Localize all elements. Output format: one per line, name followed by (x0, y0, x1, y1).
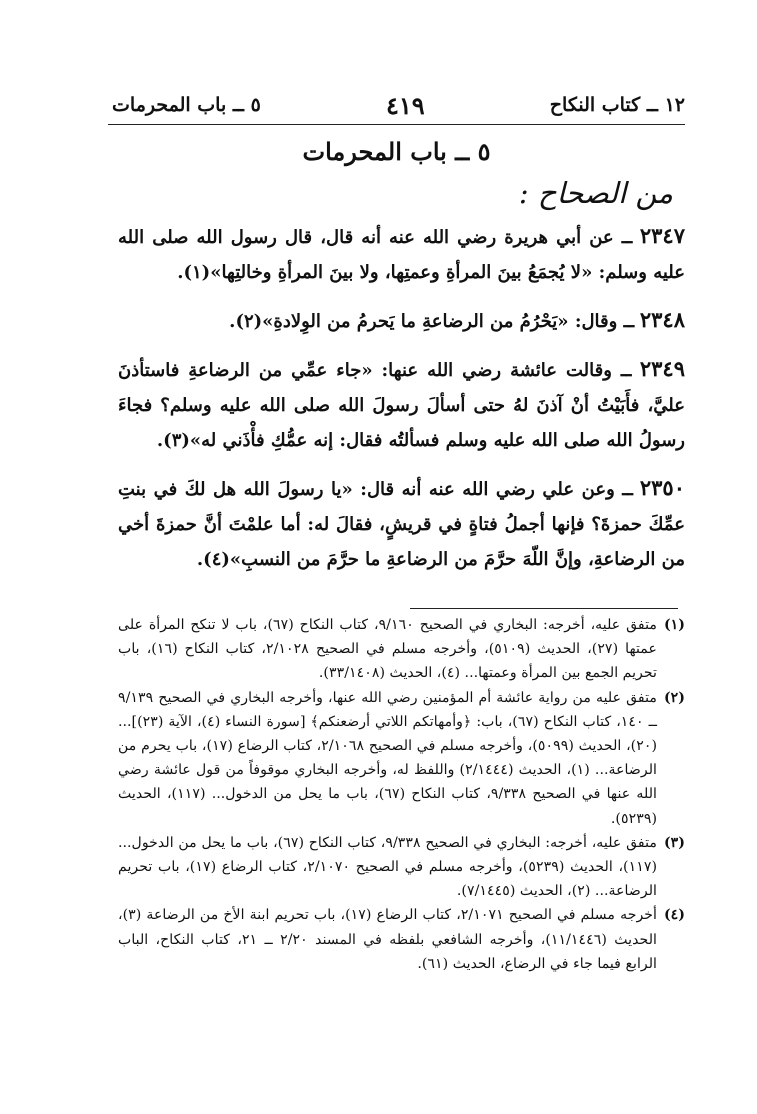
header-section: ٥ ــ باب المحرمات (112, 94, 261, 116)
hadith-body (118, 218, 685, 589)
footnote (118, 686, 685, 831)
hadith-number: ٢٣٤٨ (639, 307, 685, 332)
footnote-number: (٤) (663, 907, 685, 924)
page-number: ٤١٩ (385, 90, 425, 120)
running-header (112, 88, 685, 122)
footnote-number: (٣) (663, 834, 685, 851)
footnote (118, 903, 685, 976)
section-title: ٥ ــ باب المحرمات (302, 137, 491, 166)
hadith-paragraph (118, 302, 685, 339)
header-rule (108, 124, 685, 125)
footnotes (118, 613, 685, 976)
hadith-text: ــ عن أبي هريرة رضي الله عنه أنه قال، قال رسول الله صلى الله عليه وسلم: «لا يُجمَعُ بينَ المرأةِ وعمتِها، ولا بينَ المرأةِ وخالتِها»(١). (118, 227, 685, 283)
footnote-text: متفق عليه، أخرجه: البخاري في الصحيح ٩/٣٣٨، كتاب النكاح (٦٧)، باب ما يحل من الدخول... (١١٧)، الحديث (٥٢٣٩)، وأخرجه مسلم في الصحيح ٢/١٠٧٠، كتاب الرضاع (١٧)، باب تحريم الرضاعة... (٢)، الحديث (٧/١٤٤٥). (118, 834, 657, 900)
footnote-text: متفق عليه، أخرجه: البخاري في الصحيح ٩/١٦٠، كتاب النكاح (٦٧)، باب لا تنكح المرأة على عمتها (٢٧)، الحديث (٥١٠٩)، وأخرجه مسلم في الصحيح ٢/١٠٢٨، كتاب النكاح (١٦)، باب تحريم الجمع بين المرأة وعمتها... (٤)، الحديث (٣٣/١٤٠٨). (118, 617, 657, 682)
hadith-text: ــ وقال: «يَحْرُمُ من الرضاعةِ ما يَحرمُ من الوِلادةِ»(٢). (229, 311, 635, 332)
hadith-text: ــ وعن علي رضي الله عنه أنه قال: «يا رسولَ الله هل لكَ في بنتِ عمِّكَ حمزةَ؟ فإنها أجملُ فتاةٍ في قريشٍ، فقالَ له: أما علمْتَ أنَّ حمزةَ أخي من الرضاعةِ، وإنَّ اللّهَ حرَّمَ من الرضاعةِ ما حرَّمَ من النسبِ»(٤). (118, 479, 685, 570)
footnote-rule (410, 608, 678, 609)
footnote-text: متفق عليه من رواية عائشة أم المؤمنين رضي الله عنها، وأخرجه البخاري في الصحيح ٩/١٣٩ ــ ١٤٠، كتاب النكاح (٦٧)، باب: ﴿وأمهاتكم اللاتي أرضعنكم﴾ [سورة النساء (٤)، الآية (٢٣)]... (٢٠)، الحديث (٥٠٩٩)، وأخرجه مسلم في الصحيح ٢/١٠٦٨، كتاب الرضاع (١٧)، باب يحرم من الرضاعة... (١)، الحديث (٢/١٤٤٤) واللفظ له، وأخرجه البخاري موقوفاً من قول عائشة رضي الله عنها في الصحيح ٩/٣٣٨، كتاب النكاح (٦٧)، باب ما يحل من الدخول... (١١٧)، الحديث (٥٢٣٩). (118, 689, 657, 827)
hadith-number: ٢٣٥٠ (639, 475, 685, 500)
hadith-number: ٢٣٤٧ (639, 223, 685, 248)
footnote-text: أخرجه مسلم في الصحيح ٢/١٠٧١، كتاب الرضاع (١٧)، باب تحريم ابنة الأخ من الرضاعة (٣)، الحديث (١١/١٤٤٦)، وأخرجه الشافعي بلفظه في المسند ٢/٢٠ ــ ٢١، كتاب النكاح، الباب الرابع فيما جاء في الرضاع، الحديث (٦١). (118, 907, 658, 972)
footnote (118, 831, 685, 904)
hadith-text: ــ وقالت عائشة رضي الله عنها: «جاء عمِّي من الرضاعةِ فاستأذنَ عليَّ، فأَبَيْتُ أنْ آذنَ لهُ حتى أسألَ رسولَ الله صلى الله عليه وسلم؟ فجاءَ رسولُ الله صلى الله عليه وسلم فسألتُه فقال: إنه عمُّكِ فأْذَني له»(٣). (118, 360, 685, 451)
source-label: من الصحاح : (518, 176, 673, 210)
header-chapter: ١٢ ــ كتاب النكاح (549, 94, 685, 116)
footnote-number: (٢) (663, 689, 685, 706)
footnote (118, 613, 685, 686)
hadith-paragraph (118, 470, 685, 577)
hadith-paragraph (118, 218, 685, 290)
hadith-paragraph (118, 351, 685, 458)
hadith-number: ٢٣٤٩ (639, 356, 685, 381)
footnote-number: (١) (663, 617, 685, 633)
